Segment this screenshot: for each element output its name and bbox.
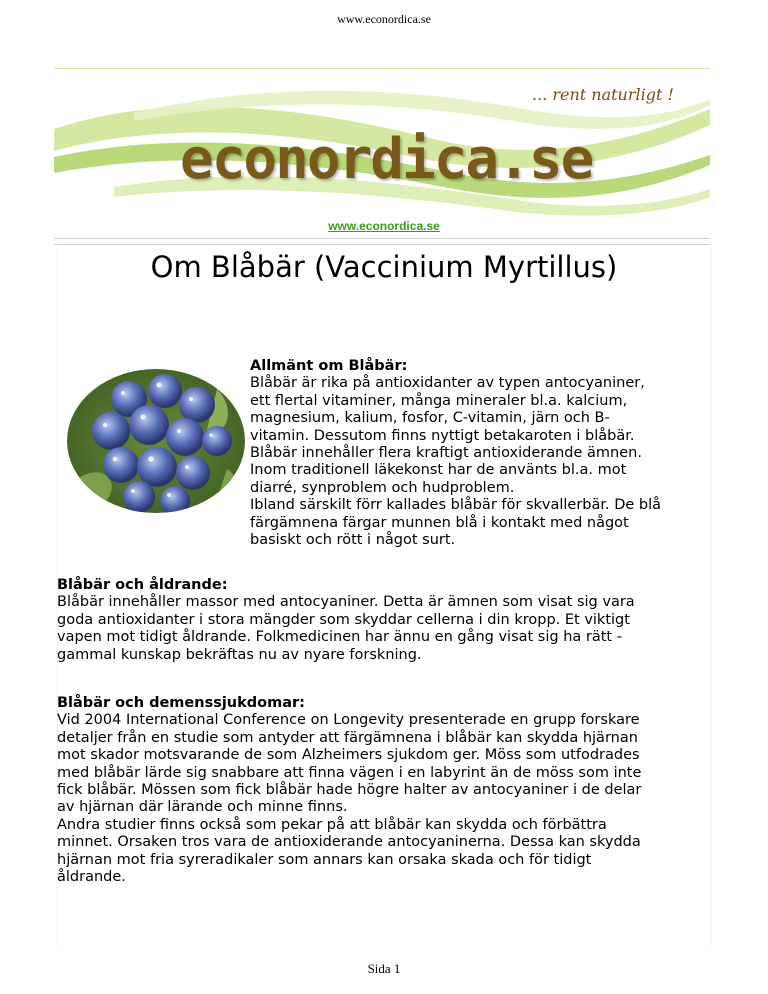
banner-link[interactable]: www.econordica.se [328, 219, 440, 233]
separator-line [54, 238, 710, 239]
dementia-heading: Blåbär och demenssjukdomar: [57, 695, 305, 711]
intro-line: Blåbär är rika på antioxidanter av typen antocyaniner, [250, 375, 645, 392]
aging-section [57, 577, 707, 664]
intro-line: diarré, synproblem och hudproblem. [250, 479, 515, 496]
dementia-line: med blåbär lärde sig snabbare att finna vägen i en labyrint än de möss som inte [57, 764, 642, 781]
dementia-line: minnet. Orsaken tros vara de antioxiderande antocyaninerna. Dessa kan skydda [57, 834, 641, 851]
dementia-line: fick blåbär. Mössen som fick blåbär hade högre halter av antocyaniner i de delar [57, 782, 642, 799]
intro-line: Inom traditionell läkekonst har de använts bl.a. mot [250, 462, 627, 479]
intro-line: Ibland särskilt förr kallades blåbär för skvallerbär. De blå [250, 497, 662, 514]
page-title: Om Blåbär (Vaccinium Myrtillus) [150, 250, 618, 284]
blueberry-image [67, 369, 245, 513]
brand-logo: econordica.se [180, 127, 593, 192]
dementia-line: hjärnan mot fria syreradikaler som annars kan orsaka skada och för tidigt [57, 851, 592, 868]
econordica-banner [54, 68, 710, 217]
aging-heading: Blåbär och åldrande: [57, 577, 228, 593]
page-number: Sida 1 [367, 961, 401, 976]
intro-line: Blåbär innehåller flera kraftigt antioxiderande ämnen. [250, 445, 642, 462]
dementia-line: åldrande. [57, 869, 126, 886]
intro-line: vitamin. Dessutom finns nyttigt betakaroten i blåbär. [250, 427, 635, 444]
aging-line: gammal kunskap bekräftas nu av nyare forskning. [57, 646, 422, 663]
aging-line: Blåbär innehåller massor med antocyaniner. Detta är ämnen som visat sig vara [57, 594, 635, 611]
dementia-line: mot skador motsvarande de som Alzheimers sjukdom ger. Möss som utfodrades [57, 747, 640, 764]
intro-line: magnesium, kalium, fosfor, C-vitamin, järn och B- [250, 410, 610, 427]
banner-tagline: ... rent naturligt ! [532, 85, 674, 104]
aging-line: goda antioxidanter i stora mängder som skyddar cellerna i din kropp. Et viktigt [57, 611, 630, 628]
intro-line: basiskt och rött i något surt. [250, 532, 456, 549]
dementia-section [57, 695, 707, 886]
intro-line: ett flertal vitaminer, många mineraler bl.a. kalcium, [250, 392, 628, 409]
dementia-line: Vid 2004 International Conference on Longevity presenterade en grupp forskare [57, 712, 640, 729]
intro-line: färgämnena färgar munnen blå i kontakt med något [250, 514, 629, 531]
aging-line: vapen mot tidigt åldrande. Folkmedicinen har ännu en gång visat sig ha rätt - [57, 629, 622, 646]
page-header-url: www.econordica.se [337, 12, 431, 26]
dementia-line: Andra studier finns också som pekar på att blåbär kan skydda och förbättra [57, 816, 607, 833]
dementia-line: av hjärnan där lärande och minne finns. [57, 799, 348, 816]
dementia-line: detaljer från en studie som antyder att färgämnena i blåbär kan skydda hjärnan [57, 729, 638, 746]
intro-section [250, 358, 710, 549]
intro-heading: Allmänt om Blåbär: [250, 358, 408, 374]
